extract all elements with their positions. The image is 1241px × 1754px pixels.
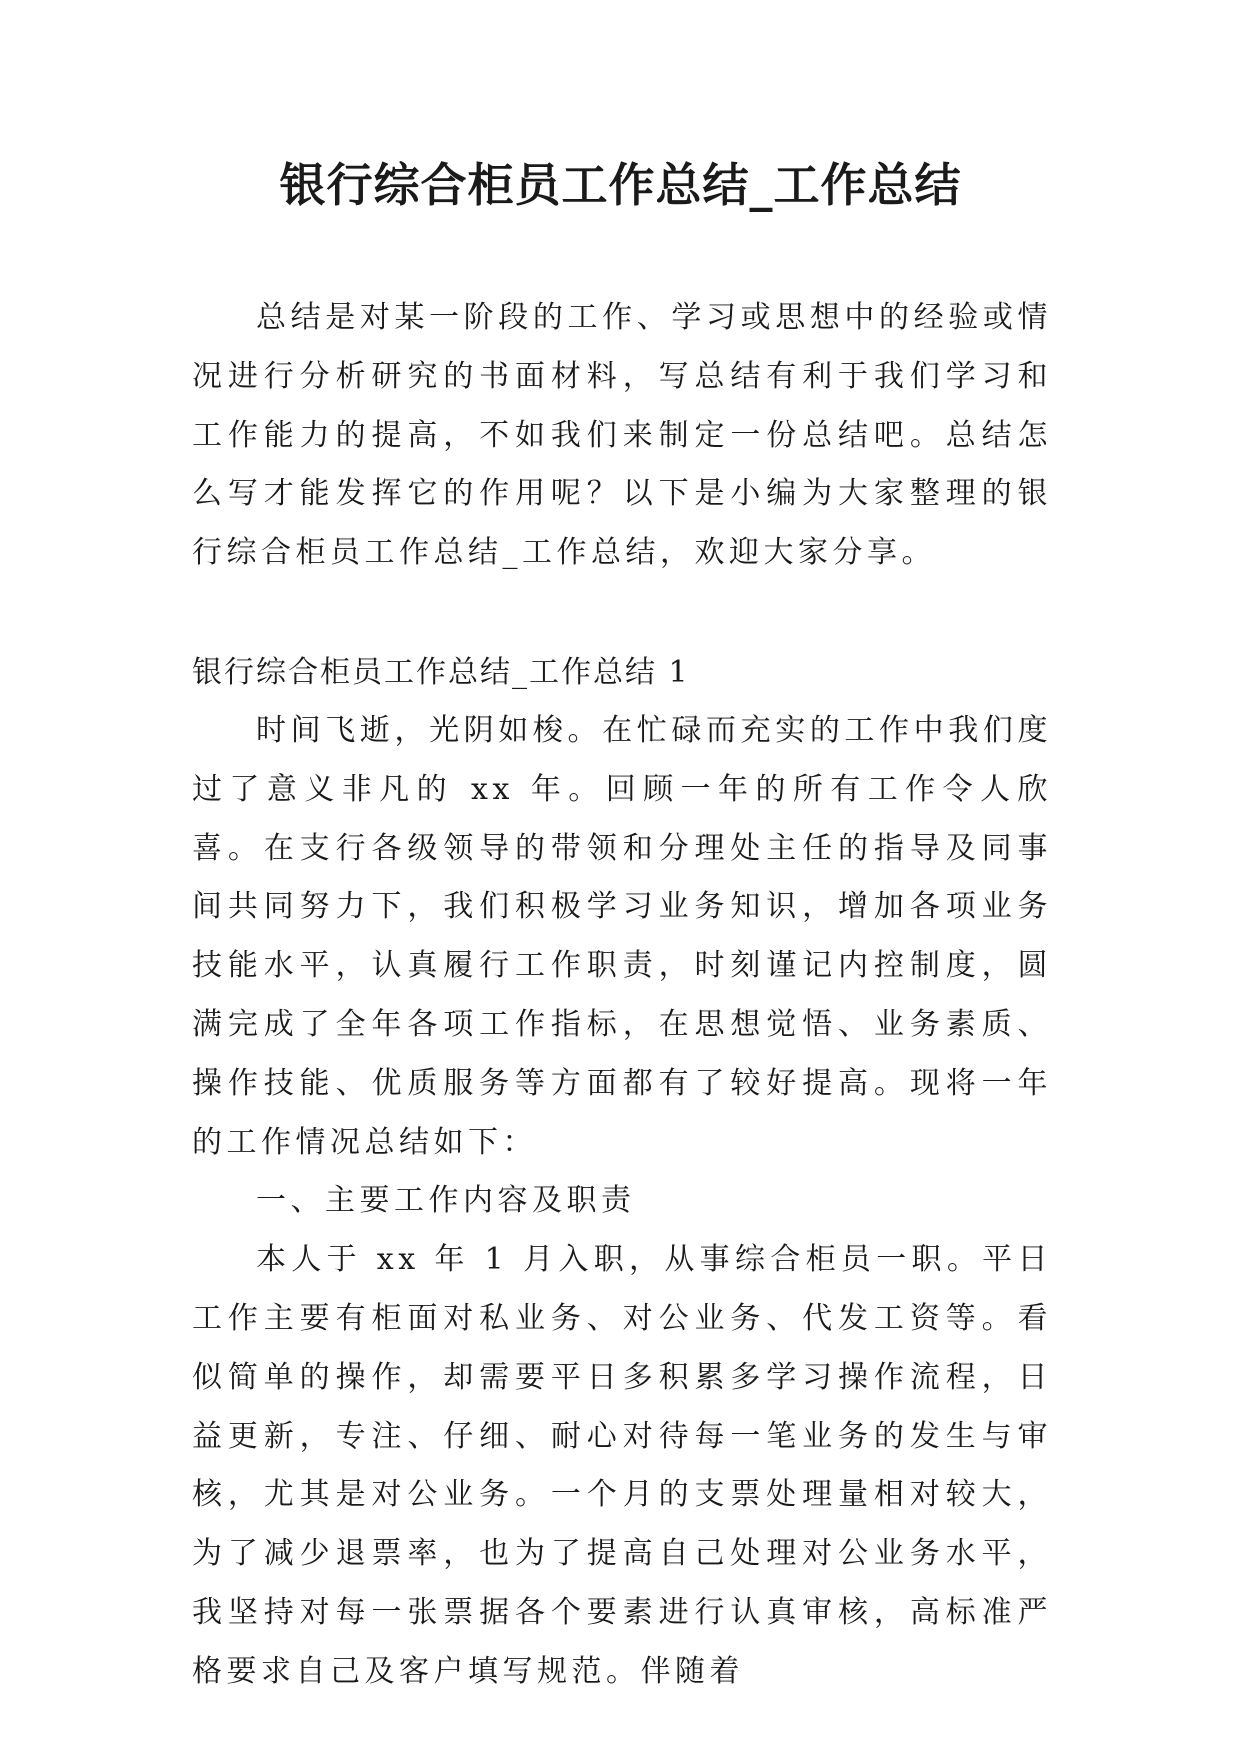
subheading: 一、主要工作内容及职责 bbox=[256, 1183, 636, 1219]
body-paragraph: 本人于 xx 年 1 月入职，从事综合柜员一职。平日工作主要有柜面对私业务、对公业务、代发工资等。看似简单的操作，却需要平日多积累多学习操作流程，日益更新，专注、仔细、耐心对待每一笔业务的发生与审核，尤其是对公业务。一个月的支票处理量相对较大，为了减少退票率，也为了提高自己处理对公业务水平，我坚持对每一张票据各个要素进行认真审核，高标准严格要求自己及客户填写规范。伴随着 bbox=[192, 1242, 1052, 1689]
intro-paragraph: 总结是对某一阶段的工作、学习或思想中的经验或情况进行分析研究的书面材料，写总结有利于我们学习和工作能力的提高，不如我们来制定一份总结吧。总结怎么写才能发挥它的作用呢？以下是小编为大家整理的银行综合柜员工作总结_工作总结，欢迎大家分享。 bbox=[192, 300, 1052, 571]
document-title: 银行综合柜员工作总结_工作总结 bbox=[279, 158, 962, 212]
body-paragraph: 时间飞逝，光阴如梭。在忙碌而充实的工作中我们度过了意义非凡的 xx 年。回顾一年的所有工作令人欣喜。在支行各级领导的带领和分理处主任的指导及同事间共同努力下，我们积极学习业务知识，增加各项业务技能水平，认真履行工作职责，时刻谨记内控制度，圆满完成了全年各项工作指标，在思想觉悟、业务素质、操作技能、优质服务等方面都有了较好提高。现将一年的工作情况总结如下： bbox=[192, 713, 1052, 1160]
section-title: 银行综合柜员工作总结_工作总结 1 bbox=[192, 655, 690, 690]
section-body bbox=[192, 702, 1052, 1702]
